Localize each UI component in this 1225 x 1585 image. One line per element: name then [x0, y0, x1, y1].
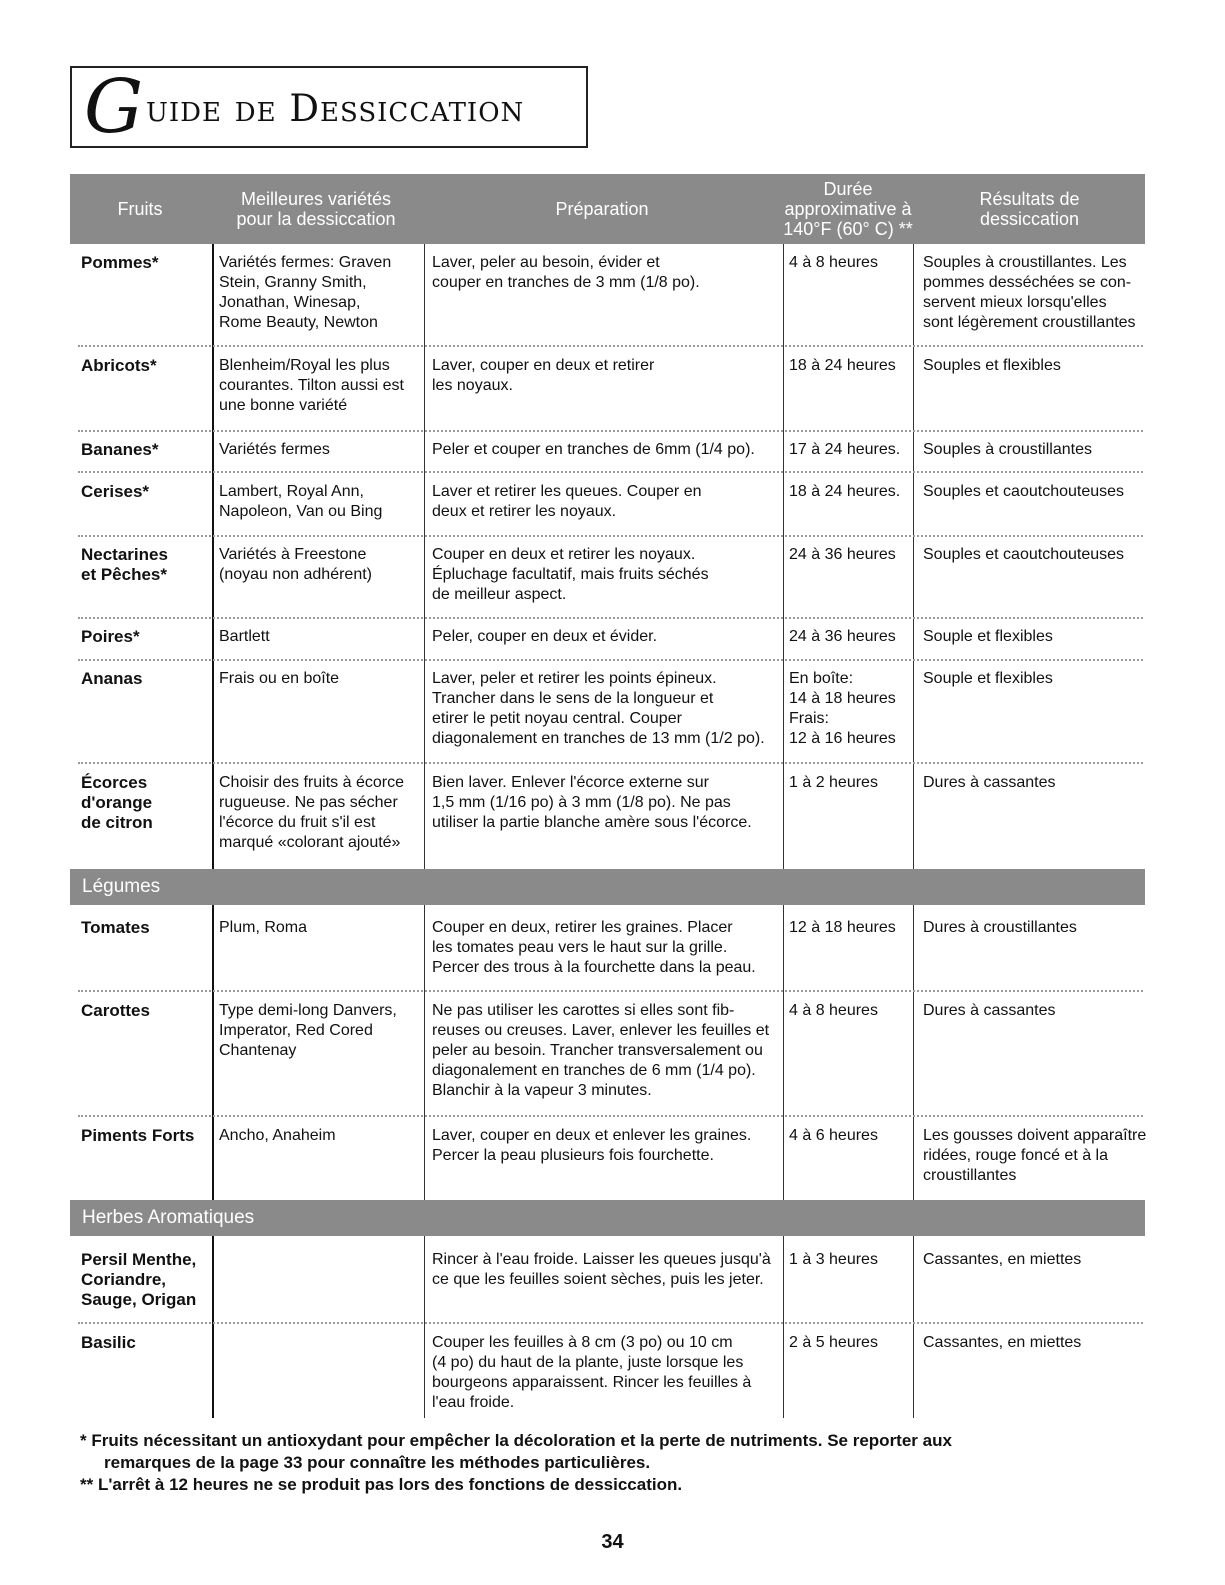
- page-title: [70, 66, 588, 148]
- column-divider: [783, 905, 784, 1200]
- row-results: Souple et flexibles: [923, 628, 1053, 645]
- row-results: Cassantes, en miettes: [923, 1251, 1082, 1268]
- column-divider: [212, 1236, 214, 1418]
- row-duration: 24 à 36 heures: [789, 546, 896, 563]
- column-divider: [913, 905, 914, 1200]
- row-name: Pommes*: [81, 253, 159, 272]
- row-name: Ananas: [81, 669, 143, 688]
- page-number: 34: [601, 1531, 624, 1553]
- section-legumes: Légumes: [70, 869, 1145, 905]
- row-preparation: Peler, couper en deux et évider.: [432, 628, 658, 645]
- row-results: Souple et flexibles: [923, 670, 1053, 687]
- row-duration: 1 à 3 heures: [789, 1251, 878, 1268]
- row-preparation: Ne pas utiliser les carottes si elles sont fib- reuses ou creuses. Laver, enlever les feuilles et peler au besoin. Trancher transversalement ou diagonalement en tranches de 6 mm (1/4 po). Blanchir à la vapeur 3 minutes.: [432, 1002, 770, 1099]
- row-varieties: Frais ou en boîte: [219, 670, 340, 687]
- row-name: Cerises*: [81, 482, 150, 501]
- row-separator: [78, 430, 1143, 432]
- row-name: Carottes: [81, 1001, 150, 1020]
- row-results: Les gousses doivent apparaître ridées, rouge foncé et à la croustillantes: [923, 1127, 1147, 1184]
- row-name: Bananes*: [81, 440, 159, 459]
- row-varieties: Lambert, Royal Ann, Napoleon, Van ou Bing: [219, 483, 383, 520]
- row-varieties: Choisir des fruits à écorce rugueuse. Ne pas sécher l'écorce du fruit s'il est marqué «colorant ajouté»: [219, 774, 404, 851]
- header-varieties: Meilleures variétés pour la dessiccation: [236, 189, 396, 229]
- column-divider: [424, 244, 425, 869]
- footnote-stop: ** L'arrêt à 12 heures ne se produit pas lors des fonctions de dessiccation.: [80, 1475, 683, 1494]
- row-varieties: Ancho, Anaheim: [219, 1127, 336, 1144]
- row-results: Dures à cassantes: [923, 774, 1056, 791]
- column-divider: [424, 905, 425, 1200]
- row-varieties: Bartlett: [219, 628, 270, 645]
- row-duration: 24 à 36 heures: [789, 628, 896, 645]
- row-separator: [78, 471, 1143, 473]
- header-fruits: Fruits: [117, 199, 163, 219]
- column-divider: [424, 1236, 425, 1418]
- row-preparation: Couper en deux et retirer les noyaux. Épluchage facultatif, mais fruits séchés de meilleur aspect.: [432, 546, 709, 603]
- row-duration: 1 à 2 heures: [789, 774, 878, 791]
- row-duration: 18 à 24 heures.: [789, 483, 901, 500]
- row-results: Dures à cassantes: [923, 1002, 1056, 1019]
- row-name: Persil Menthe, Coriandre, Sauge, Origan: [81, 1250, 197, 1309]
- column-divider: [212, 905, 214, 1200]
- row-varieties: Type demi-long Danvers, Imperator, Red Cored Chantenay: [219, 1002, 397, 1059]
- row-name: Piments Forts: [81, 1126, 195, 1145]
- row-preparation: Peler et couper en tranches de 6mm (1/4 po).: [432, 441, 755, 458]
- column-divider: [913, 244, 914, 869]
- row-separator: [78, 659, 1143, 661]
- column-divider: [913, 1236, 914, 1418]
- row-preparation: Laver, couper en deux et retirer les noyaux.: [432, 357, 655, 394]
- header-duration: Durée approximative à 140°F (60° C) **: [783, 179, 913, 239]
- row-separator: [78, 617, 1143, 619]
- row-separator: [78, 345, 1143, 347]
- row-duration: 17 à 24 heures.: [789, 441, 901, 458]
- footnote-antioxidant: * Fruits nécessitant un antioxydant pour empêcher la décoloration et la perte de nutriments. Se reporter aux remarques de la page 33 pour connaître les méthodes particulières.: [80, 1431, 952, 1472]
- row-preparation: Laver et retirer les queues. Couper en deux et retirer les noyaux.: [432, 483, 702, 520]
- row-results: Souples et caoutchouteuses: [923, 483, 1125, 500]
- row-results: Souples à croustillantes. Les pommes desséchées se con- servent mieux lorsqu'elles sont légèrement croustillantes: [923, 254, 1136, 331]
- row-preparation: Couper en deux, retirer les graines. Placer les tomates peau vers le haut sur la grille. Percer des trous à la fourchette dans la peau.: [432, 919, 756, 976]
- row-varieties: Variétés fermes: [219, 441, 330, 458]
- row-duration: 12 à 18 heures: [789, 919, 896, 936]
- row-name: Poires*: [81, 627, 140, 646]
- row-preparation: Couper les feuilles à 8 cm (3 po) ou 10 cm (4 po) du haut de la plante, juste lorsque les bourgeons apparaissent. Rincer les feuilles à l'eau froide.: [432, 1334, 752, 1411]
- row-name: Basilic: [81, 1333, 136, 1352]
- row-name: Abricots*: [81, 356, 157, 375]
- row-varieties: Plum, Roma: [219, 919, 308, 936]
- row-results: Souples et flexibles: [923, 357, 1061, 374]
- row-duration: En boîte: 14 à 18 heures Frais: 12 à 16 heures: [789, 670, 896, 747]
- row-results: Dures à croustillantes: [923, 919, 1077, 936]
- row-results: Souples à croustillantes: [923, 441, 1092, 458]
- row-results: Cassantes, en miettes: [923, 1334, 1082, 1351]
- row-duration: 18 à 24 heures: [789, 357, 896, 374]
- header-results: Résultats de dessiccation: [979, 189, 1080, 229]
- table-header: [70, 174, 1145, 244]
- row-separator: [78, 1322, 1143, 1324]
- column-divider: [212, 244, 214, 869]
- row-preparation: Laver, peler au besoin, évider et couper en tranches de 3 mm (1/8 po).: [432, 254, 700, 291]
- row-name: Tomates: [81, 918, 150, 937]
- row-varieties: Variétés fermes: Graven Stein, Granny Smith, Jonathan, Winesap, Rome Beauty, Newton: [219, 254, 392, 331]
- row-varieties: Blenheim/Royal les plus courantes. Tilton aussi est une bonne variété: [219, 357, 404, 414]
- title-initial: G: [84, 66, 144, 148]
- row-preparation: Bien laver. Enlever l'écorce externe sur 1,5 mm (1/16 po) à 3 mm (1/8 po). Ne pas utiliser la partie blanche amère sous l'écorce.: [432, 774, 752, 831]
- column-divider: [783, 244, 784, 869]
- row-separator: [78, 1115, 1143, 1117]
- row-name: Écorces d'orange de citron: [81, 773, 153, 832]
- section-herbes: Herbes Aromatiques: [70, 1200, 1145, 1236]
- row-varieties: Variétés à Freestone (noyau non adhérent): [219, 546, 372, 583]
- row-separator: [78, 535, 1143, 537]
- row-duration: 4 à 8 heures: [789, 254, 878, 271]
- row-duration: 4 à 6 heures: [789, 1127, 878, 1144]
- row-preparation: Laver, peler et retirer les points épineux. Trancher dans le sens de la longueur et etirer le petit noyau central. Couper diagonalement en tranches de 13 mm (1/2 po).: [432, 670, 765, 747]
- row-separator: [78, 762, 1143, 764]
- row-duration: 4 à 8 heures: [789, 1002, 878, 1019]
- row-name: Nectarines et Pêches*: [81, 545, 168, 584]
- header-preparation: Préparation: [555, 199, 649, 219]
- title-text: uide de Dessiccation: [146, 87, 525, 130]
- row-duration: 2 à 5 heures: [789, 1334, 878, 1351]
- row-preparation: Laver, couper en deux et enlever les graines. Percer la peau plusieurs fois fourchette.: [432, 1127, 752, 1164]
- row-results: Souples et caoutchouteuses: [923, 546, 1125, 563]
- row-separator: [78, 990, 1143, 992]
- row-preparation: Rincer à l'eau froide. Laisser les queues jusqu'à ce que les feuilles soient sèches, puis les jeter.: [432, 1251, 771, 1288]
- column-divider: [783, 1236, 784, 1418]
